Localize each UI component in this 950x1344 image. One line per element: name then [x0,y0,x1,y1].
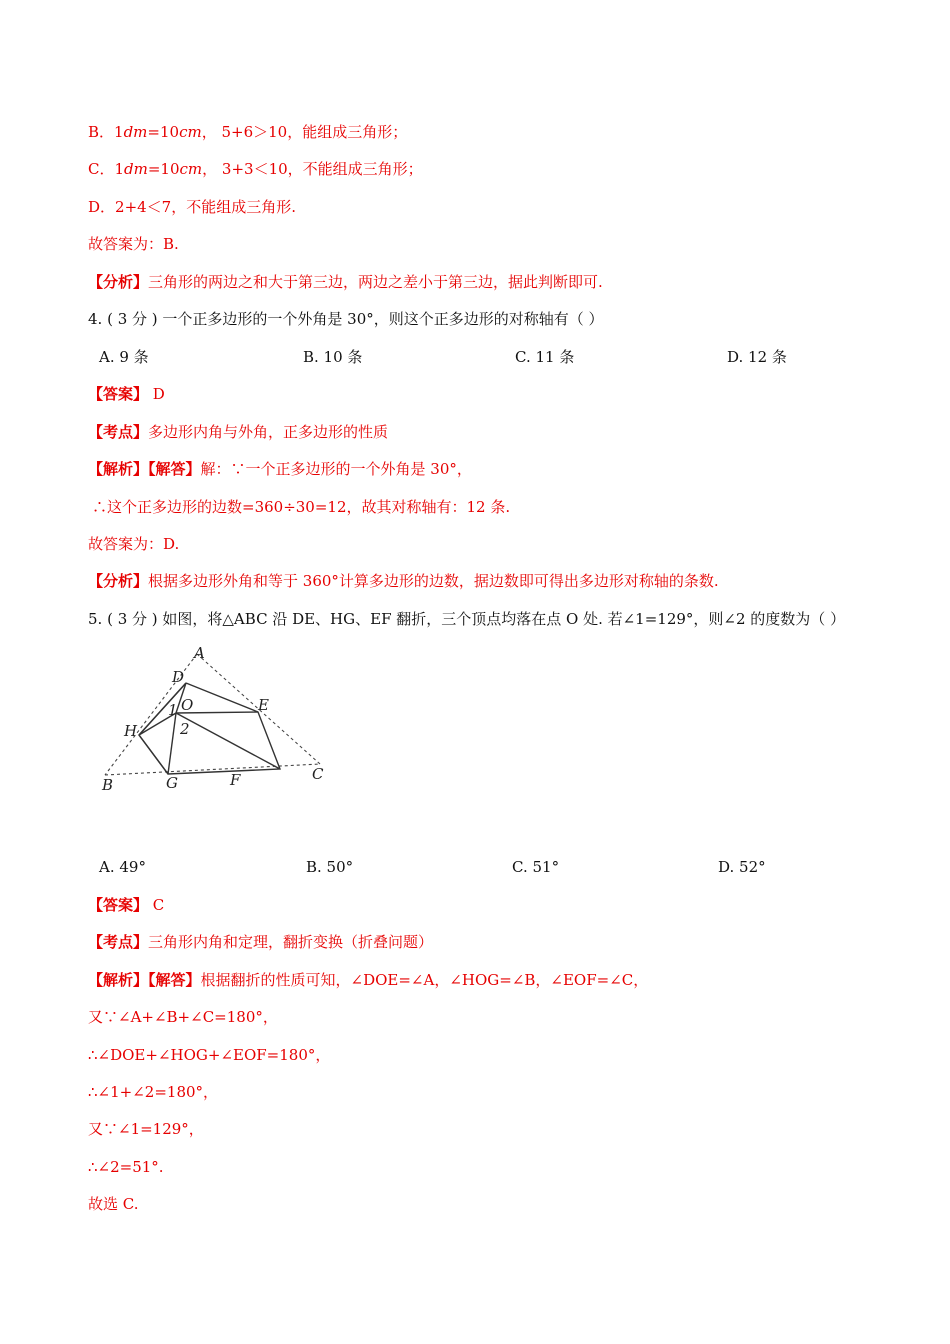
option-d-explanation: D．2+4＜7，不能组成三角形. [88,198,296,216]
answer-value: D [148,385,165,403]
q4-option-b: B. 10 条 [303,348,363,366]
label-f: F [230,771,241,789]
prev-conclusion: 故答案为：B. [88,235,179,253]
q5-step-3: ∴∠1+∠2=180°， [88,1083,219,1101]
option-b-prefix: B．1 [88,123,124,141]
option-c-text: ， 3+3＜10，不能组成三角形； [202,160,423,178]
question-5: 5. ( 3 分 ) 如图，将△ABC 沿 DE、HG、EF 翻折，三个顶点均落在点 O 处. 若∠1=129°，则∠2 的度数为（ ） [88,610,846,628]
option-b-text: ， 5+6＞10，能组成三角形； [201,123,408,141]
analysis-text: 三角形的两边之和大于第三边，两边之差小于第三边，据此判断即可. [148,273,603,291]
prev-analysis [88,271,603,293]
equals-value: =10 [147,160,180,178]
option-c-prefix: C．1 [88,160,125,178]
q4-option-d: D. 12 条 [727,348,787,366]
analysis-text: 根据多边形外角和等于 360°计算多边形的边数，据边数即可得出多边形对称轴的条数. [148,572,719,590]
option-c-explanation [88,158,423,180]
q5-option-a: A. 49° [99,858,146,876]
q5-kaodian [88,931,433,953]
label-a: A [194,644,205,662]
folding-triangle-figure [92,640,332,800]
label-h: H [124,722,138,740]
q5-step-2: ∴∠DOE+∠HOG+∠EOF=180°， [88,1046,331,1064]
side-bc [105,764,320,775]
q5-option-c: C. 51° [512,858,560,876]
q5-option-d: D. 52° [718,858,766,876]
jiexi-text: 根据翻折的性质可知，∠DOE=∠A，∠HOG=∠B，∠EOF=∠C， [200,971,649,989]
original-triangle-dashed [105,654,320,775]
unit-dm: dm [124,160,148,178]
unit-dm: dm [123,123,148,141]
q5-conclusion: 故选 C. [88,1195,139,1213]
q4-kaodian [88,421,388,443]
question-4: 4. ( 3 分 ) 一个正多边形的一个外角是 30°，则这个正多边形的对称轴有（ ） [88,310,604,328]
analysis-tag: 【分析】 [88,572,149,590]
answer-tag: 【答案】 [88,385,149,403]
analysis-tag: 【分析】 [88,273,149,291]
q4-analysis [88,570,719,592]
q4-option-c: C. 11 条 [515,348,575,366]
q5-jiexi [88,969,648,991]
label-g: G [166,774,178,792]
label-b: B [102,776,114,794]
equals-value: =10 [147,123,180,141]
jiexi-tag: 【解析】【解答】 [88,460,201,478]
q5-step-5: ∴∠2=51°. [88,1158,164,1176]
answer-tag: 【答案】 [88,896,149,914]
kaodian-tag: 【考点】 [88,423,149,441]
q4-jiexi [88,458,472,480]
unit-cm: cm [179,160,203,178]
q5-step-1: 又∵∠A+∠B+∠C=180°， [88,1008,278,1026]
kaodian-text: 三角形内角和定理，翻折变换（折叠问题） [148,933,434,951]
jiexi-text: 解：∵一个正多边形的一个外角是 30°， [200,460,472,478]
label-e: E [258,696,269,714]
label-angle-2: 2 [180,720,190,738]
label-angle-1: 1 [168,701,178,719]
kaodian-tag: 【考点】 [88,933,149,951]
label-c: C [312,765,324,783]
q5-answer [88,894,164,916]
unit-cm: cm [179,123,202,141]
q5-option-b: B. 50° [306,858,354,876]
q4-answer [88,383,165,405]
segment-of [176,713,280,769]
q5-step-4: 又∵∠1=129°， [88,1120,204,1138]
option-b-explanation [88,121,407,143]
answer-value: C [148,896,165,914]
segment-hg [139,735,168,774]
q4-option-a: A. 9 条 [99,348,149,366]
label-o: O [181,696,194,714]
q4-jiexi-line-2: ∴这个正多边形的边数=360÷30=12，故其对称轴有：12 条. [92,498,511,516]
segment-og [168,713,176,774]
q4-conclusion: 故答案为：D. [88,535,180,553]
kaodian-text: 多边形内角与外角，正多边形的性质 [148,423,389,441]
label-d: D [172,668,185,686]
segment-dh [139,683,186,735]
jiexi-tag: 【解析】【解答】 [88,971,201,989]
